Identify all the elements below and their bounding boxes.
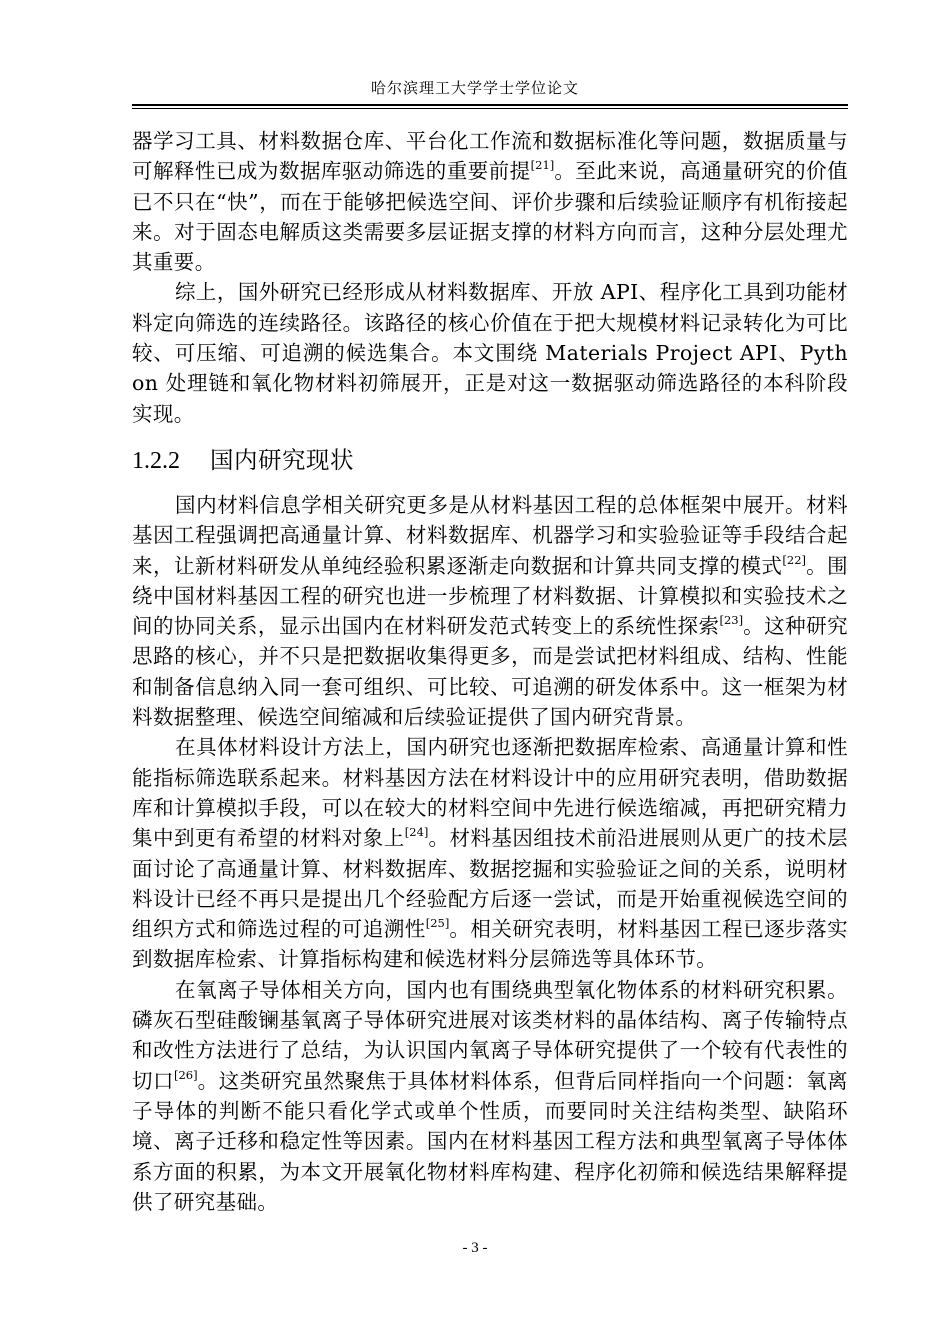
paragraphs-before-section bbox=[132, 126, 848, 429]
header-rule-thin bbox=[132, 108, 848, 109]
citation-ref: [26] bbox=[173, 1067, 198, 1082]
paragraphs-after-section bbox=[132, 490, 848, 1217]
paragraph-text: 综上，国外研究已经形成从材料数据库、开放 API、程序化工具到功能材料定向筛选的连续路径。该路径的核心价值在于把大规模材料记录转化为可比较、可压缩、可追溯的候选集合。本文围绕 Materials Project API、Python 处理链和氧化物材料初筛展开，正是对这一数据驱动筛选路径的本科阶段实现。 bbox=[132, 280, 848, 426]
page-number: - 3 - bbox=[462, 1240, 488, 1256]
body-paragraph bbox=[132, 975, 848, 1217]
section-heading bbox=[132, 443, 848, 478]
paragraph-text: 。这类研究虽然聚焦于具体材料体系，但背后同样指向一个问题：氧离子导体的判断不能只看化学式或单个性质，而要同时关注结构类型、缺陷环境、离子迁移和稳定性等因素。国内在材料基因工程方法和典型氧离子导体体系方面的积累，为本文开展氧化物材料库构建、程序化初筛和候选结果解释提供了研究基础。 bbox=[132, 1068, 848, 1214]
paragraph-text: 国内材料信息学相关研究更多是从材料基因工程的总体框架中展开。材料基因工程强调把高通量计算、材料数据库、机器学习和实验验证等手段结合起来，让新材料研发从单纯经验积累逐渐走向数据和计算共同支撑的模式 bbox=[132, 492, 848, 578]
paragraph-text: 在氧离子导体相关方向，国内也有围绕典型氧化物体系的材料研究积累。磷灰石型硅酸镧基氧离子导体研究进展对该类材料的晶体结构、离子传输特点和改性方法进行了总结，为认识国内氧离子导体研究提供了一个较有代表性的切口 bbox=[132, 977, 848, 1093]
citation-ref: [22] bbox=[782, 552, 807, 567]
paragraph-text: 。这种研究思路的核心，并不只是把数据收集得更多，而是尝试把材料组成、结构、性能和制备信息纳入同一套可组织、可比较、可追溯的研发体系中。这一框架为材料数据整理、候选空间缩减和后续验证提供了国内研究背景。 bbox=[132, 614, 849, 730]
running-header: 哈尔滨理工大学学士学位论文 bbox=[370, 79, 579, 97]
body-text bbox=[132, 126, 848, 1217]
body-paragraph bbox=[132, 277, 848, 428]
section-title: 国内研究现状 bbox=[210, 445, 354, 474]
header-rule-thick bbox=[132, 104, 848, 106]
paragraph-text: 在具体材料设计方法上，国内研究也逐渐把数据库检索、高通量计算和性能指标筛选联系起来。材料基因方法在材料设计中的应用研究表明，借助数据库和计算模拟手段，可以在较大的材料空间中先进行候选缩减，再把研究精力集中到更有希望的材料对象上 bbox=[132, 735, 848, 851]
body-paragraph bbox=[132, 732, 848, 974]
paragraph-text: 。材料基因组技术前沿进展则从更广的技术层面讨论了高通量计算、材料数据库、数据挖掘和实验验证之间的关系，说明材料设计已经不再只是提出几个经验配方后逐一尝试，而是开始重视候选空间的组织方式和筛选过程的可追溯性 bbox=[132, 826, 849, 942]
paragraph-text: 。相关研究表明，材料基因工程已逐步落实到数据库检索、计算指标构建和候选材料分层筛选等具体环节。 bbox=[132, 917, 848, 972]
paragraph-text: 。至此来说，高通量研究的价值已不只在“快”，而在于能够把候选空间、评价步骤和后续验证顺序有机衔接起来。对于固态电解质这类需要多层证据支撑的材料方向而言，这种分层处理尤其重要。 bbox=[132, 159, 848, 275]
citation-ref: [24] bbox=[404, 825, 429, 840]
citation-ref: [23] bbox=[719, 613, 744, 628]
paragraph-text: 。围绕中国材料基因工程的研究也进一步梳理了材料数据、计算模拟和实验技术之间的协同关系，显示出国内在材料研发范式转变上的系统性探索 bbox=[132, 553, 848, 639]
body-paragraph bbox=[132, 490, 848, 732]
paragraph-text: 器学习工具、材料数据仓库、平台化工作流和数据标准化等问题，数据质量与可解释性已成为数据库驱动筛选的重要前提 bbox=[132, 129, 848, 184]
body-paragraph bbox=[132, 126, 848, 277]
section-number: 1.2.2 bbox=[132, 447, 180, 474]
citation-ref: [21] bbox=[530, 158, 555, 173]
citation-ref: [25] bbox=[425, 916, 450, 931]
